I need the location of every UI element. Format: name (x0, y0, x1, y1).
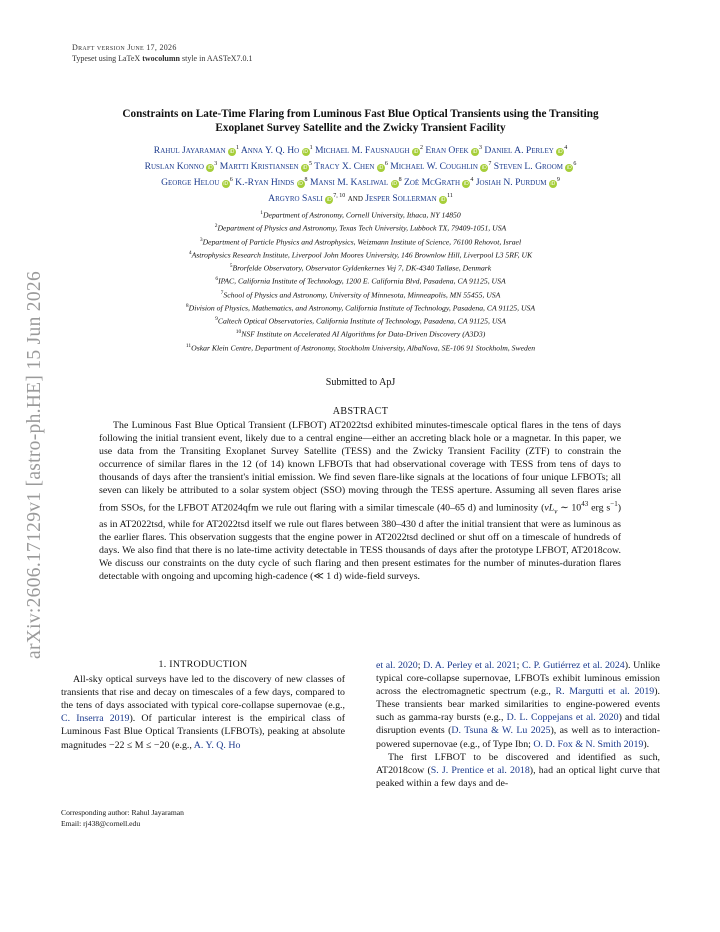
author-name[interactable]: Martti Kristiansen (219, 161, 299, 173)
affiliation-text: Brorfelde Observatory, Observator Gyldenkernes Vej 7, DK-4340 Tølløse, Denmark (232, 263, 492, 273)
affiliation-line (62, 341, 659, 354)
orcid-icon[interactable]: iD (207, 165, 213, 172)
affiliation-number: 11 (185, 342, 192, 349)
affiliation-text: Oskar Klein Centre, Department of Astronomy, Stockholm University, AlbaNova, SE-106 91 Stockholm, Sweden (191, 343, 536, 353)
typeset-style-name: twocolumn (142, 54, 180, 63)
affiliation-number: 8 (185, 302, 189, 309)
intro-text: ), had an optical light curve that peaked within a few days and de- (376, 764, 660, 789)
author-name[interactable]: George Helou (161, 177, 220, 189)
affiliation-number: 4 (188, 249, 192, 256)
page-header (72, 42, 253, 64)
intro-text: ). Unlike typical core-collapse supernovae, LFBOTs exhibit luminous emission across the electromagnetic spectrum (e.g., (376, 660, 660, 698)
intro-text: ). These transients bear marked similarities to engine-powered events such as gamma-ray bursts (e.g., (376, 686, 660, 724)
author-affiliation-number: 5 (308, 160, 312, 167)
typeset-suffix: style in AASTeX7.0.1 (179, 54, 253, 63)
section-heading-introduction: 1. INTRODUCTION (158, 659, 248, 670)
author-affiliation-number: 9 (556, 176, 560, 183)
orcid-icon[interactable]: iD (392, 181, 397, 188)
submitted-note: Submitted to ApJ (325, 377, 396, 388)
affiliation-text: Astrophysics Research Institute, Liverpool John Moores University, 146 Brownlow Hill, Liverpool L3 5RF, UK (191, 250, 533, 260)
affiliation-number: 7 (220, 289, 224, 296)
affiliation-number: 10 (235, 329, 242, 336)
orcid-icon[interactable]: iD (326, 197, 332, 204)
orcid-icon[interactable]: iD (302, 165, 308, 172)
author-name[interactable]: Eran Ofek (425, 145, 469, 157)
affiliation-text: IPAC, California Institute of Technology, 1200 E. California Blvd, Pasadena, CA 91125, USA (218, 276, 506, 286)
intro-paragraph-1 (61, 673, 345, 752)
affiliation-line (62, 235, 659, 248)
citation-link[interactable]: C. Inserra 2019 (61, 713, 130, 725)
abstract-text-2: ) as in AT2022tsd, while for AT2022tsd itself we rule out flares between 380–430 d after the initial transient that were as luminous as the earlier flares. This observation suggests that the engine power in AT2022tsd declined or shut off on a timescale of hundreds of days. We also find that there is no late-time activity detectable in TESS thousands of days after the prototype LFBOT, AT2018cow. We discuss our constraints on the duty cycle of such flaring and then present estimates for the number of minutes-duration flares detectable with ongoing and upcoming high-cadence (≪ 1 d) wide-field surveys. (99, 501, 621, 583)
author-affiliation-number: 6 (573, 160, 577, 167)
abstract-math-nuL: νL (544, 501, 555, 513)
orcid-icon[interactable]: iD (440, 197, 446, 204)
affiliation-line (62, 288, 659, 301)
author-name[interactable]: Daniel A. Perley (484, 145, 554, 157)
affiliation-text: Division of Physics, Mathematics, and Astronomy, California Institute of Technology, Pasadena, CA 91125, USA (188, 303, 536, 313)
author-name[interactable]: Argyro Sasli (268, 193, 323, 205)
author-name[interactable]: Jesper Sollerman (365, 193, 437, 205)
author-name[interactable]: Mansi M. Kasliwal (309, 177, 389, 189)
author-affiliation-number: 3 (214, 160, 218, 167)
author-affiliation-number: 8 (398, 176, 402, 183)
intro-text: ). (643, 738, 650, 750)
arxiv-identifier: arXiv:2606.17129v1 [astro-ph.HE] 15 Jun 2026 (24, 271, 45, 659)
author-affiliation-number: 1 (309, 145, 313, 151)
affiliation-text: Department of Particle Physics and Astrophysics, Weizmann Institute of Science, 76100 Rehovot, Israel (202, 237, 522, 247)
affiliation-line (62, 314, 659, 327)
affiliation-text: Caltech Optical Observatories, California Institute of Technology, Pasadena, CA 91125, USA (217, 316, 506, 326)
abstract-math-exp2: −1 (610, 499, 618, 508)
latex-logo: LaTeX (118, 54, 141, 63)
citation-link[interactable]: D. A. Perley et al. 2021 (423, 660, 517, 671)
abstract-text-1: The Luminous Fast Blue Optical Transient (LFBOT) AT2022tsd exhibited minutes-timescale optical flares in the tens of days following the initial transient event, likely due to a central engine—either an accreting black hole or a magnetar. In this paper, we use data from the Transiting Exoplanet Survey Satellite (TESS) and the Zwicky Transient Facility (ZTF) to constrain the occurrence of similar flares in the 12 (of 14) known LFBOTs that had observational coverage with TESS from tens of days to thousands of days after the transient's initial emission. We find seven flare-like signals at the locations of four unique LFBOTs; all seven can likely be attributed to a solar system object (SSO) moving through the TESS aperture. Assuming all seven flares arise from SSOs, for the LFBOT AT2024qfm we rule out flaring with a similar timescale (40–65 d) and luminosity ( (99, 420, 621, 513)
author-name[interactable]: Michael M. Fausnaugh (315, 145, 410, 157)
affiliation-list (62, 208, 659, 354)
author-email: Email: rj438@cornell.edu (61, 818, 141, 828)
author-name[interactable]: Ruslan Konno (144, 161, 204, 173)
intro-text: ; (516, 660, 522, 671)
title-line-1: Constraints on Late-Time Flaring from Luminous Fast Blue Optical Transients using the Transiting (122, 108, 599, 120)
author-affiliation-number: 8 (304, 176, 308, 183)
orcid-icon[interactable]: iD (472, 149, 478, 156)
footnote (61, 808, 345, 830)
affiliation-number: 5 (229, 263, 233, 270)
abstract-math-unit: erg s (588, 501, 611, 513)
orcid-icon[interactable]: iD (229, 149, 235, 156)
orcid-icon[interactable]: iD (464, 181, 469, 188)
title-line-2: Exoplanet Survey Satellite and the Zwicky Transient Facility (215, 121, 506, 134)
affiliation-text: NSF Institute on Accelerated AI Algorithms for Data-Driven Discovery (A3D3) (241, 329, 486, 339)
author-affiliation-number: 2 (419, 145, 423, 151)
intro-text: ; (417, 660, 424, 671)
author-affiliation-number: 4 (470, 176, 474, 183)
affiliation-line (62, 208, 659, 221)
intro-text: All-sky optical surveys have led to the discovery of new classes of transients that rise and decay on timescales of a few days, compared to the tens of days associated with typical core-collapse supernovae (e.g., (61, 674, 345, 712)
author-affiliation-number: 6 (229, 176, 233, 183)
author-name[interactable]: Josiah N. Purdum (475, 177, 547, 189)
typeset-line (72, 53, 253, 64)
author-and: and (347, 193, 363, 205)
draft-version-line: Draft version June 17, 2026 (72, 43, 177, 52)
orcid-icon[interactable]: iD (550, 181, 556, 188)
abstract-math-sub: ν (554, 506, 558, 515)
author-name[interactable]: Michael W. Coughlin (390, 161, 478, 173)
orcid-icon[interactable]: iD (378, 165, 384, 172)
author-name[interactable]: Anna Y. Q. Ho (240, 145, 300, 157)
abstract-math-exp: 43 (581, 499, 589, 508)
affiliation-line (62, 274, 659, 287)
intro-text: ). Of particular interest is the empirical class of Luminous Fast Blue Optical Transients (LFBOTs), peaking at absolute magnitudes −22 ≤ M ≤ −20 (e.g., (61, 713, 346, 751)
orcid-icon[interactable]: iD (557, 149, 563, 156)
author-name[interactable]: Rahul Jayaraman (153, 145, 226, 157)
author-name[interactable]: K.-Ryan Hinds (235, 177, 295, 189)
affiliation-number: 6 (215, 276, 219, 283)
affiliation-line (62, 327, 659, 340)
citation-link[interactable]: R. Margutti et al. 2019 (555, 686, 655, 698)
right-column (376, 659, 660, 790)
orcid-icon[interactable]: iD (413, 149, 419, 156)
orcid-icon[interactable]: iD (298, 181, 303, 188)
affiliation-text: Department of Physics and Astronomy, Texas Tech University, Lubbock TX, 79409-1051, USA (217, 223, 507, 233)
intro-paragraph-1-cont (376, 659, 660, 751)
abstract-heading: ABSTRACT (332, 406, 389, 417)
citation-link[interactable]: O. D. Fox & N. Smith 2019 (533, 738, 644, 750)
intro-paragraph-2 (376, 751, 660, 790)
intro-text: ) and tidal disruption events ( (376, 712, 660, 737)
affiliation-number: 2 (214, 223, 218, 230)
author-name[interactable]: Zoë McGrath (404, 177, 461, 189)
abstract-body (99, 419, 621, 583)
intro-text: The first LFBOT to be discovered and identified as such, AT2018cow ( (376, 751, 660, 776)
affiliation-number: 1 (260, 210, 263, 216)
affiliation-number: 3 (199, 236, 203, 243)
orcid-icon[interactable]: iD (481, 165, 487, 172)
paper-title (62, 108, 659, 135)
arxiv-sidebar-stamp (20, 235, 50, 695)
author-affiliation-number: 7 (488, 160, 492, 167)
typeset-prefix: Typeset using (72, 54, 119, 63)
affiliation-line (62, 301, 659, 314)
affiliation-text: School of Physics and Astronomy, University of Minnesota, Minneapolis, MN 55455, USA (223, 290, 501, 300)
orcid-icon[interactable]: iD (567, 165, 572, 172)
author-affiliation-number: 1 (235, 145, 239, 151)
affiliation-line (62, 261, 659, 274)
affiliation-number: 9 (215, 316, 218, 323)
left-column (61, 654, 345, 752)
author-affiliation-number: 4 (564, 145, 568, 151)
citation-link[interactable]: C. P. Gutiérrez et al. 2024 (521, 660, 625, 671)
author-affiliation-number: 11 (447, 192, 453, 199)
corresponding-author: Corresponding author: Rahul Jayaraman (61, 808, 184, 817)
author-list (62, 142, 659, 206)
citation-link[interactable]: S. J. Prentice et al. 2018 (430, 764, 530, 776)
affiliation-text: Department of Astronomy, Cornell University, Ithaca, NY 14850 (263, 210, 461, 220)
author-affiliation-number: 6 (384, 160, 388, 167)
affiliation-line (62, 221, 659, 234)
author-name[interactable]: Tracy X. Chen (314, 161, 375, 173)
author-affiliation-number: 7, 10 (333, 192, 346, 199)
author-affiliation-number: 3 (478, 145, 482, 151)
abstract-math-approx: ∼ 10 (557, 501, 582, 513)
author-name[interactable]: Steven L. Groom (493, 161, 563, 173)
affiliation-line (62, 248, 659, 261)
citation-link[interactable]: D. Tsuna & W. Lu 2025 (451, 725, 551, 737)
citation-link[interactable]: A. Y. Q. Ho (193, 739, 241, 751)
citation-link[interactable]: et al. 2020 (376, 660, 418, 671)
orcid-icon[interactable]: iD (223, 181, 229, 188)
intro-text: ), as well as to interaction-powered supernovae (e.g., of Type Ibn; (376, 725, 661, 750)
orcid-icon[interactable]: iD (303, 149, 308, 156)
citation-link[interactable]: D. L. Coppejans et al. 2020 (506, 712, 619, 724)
